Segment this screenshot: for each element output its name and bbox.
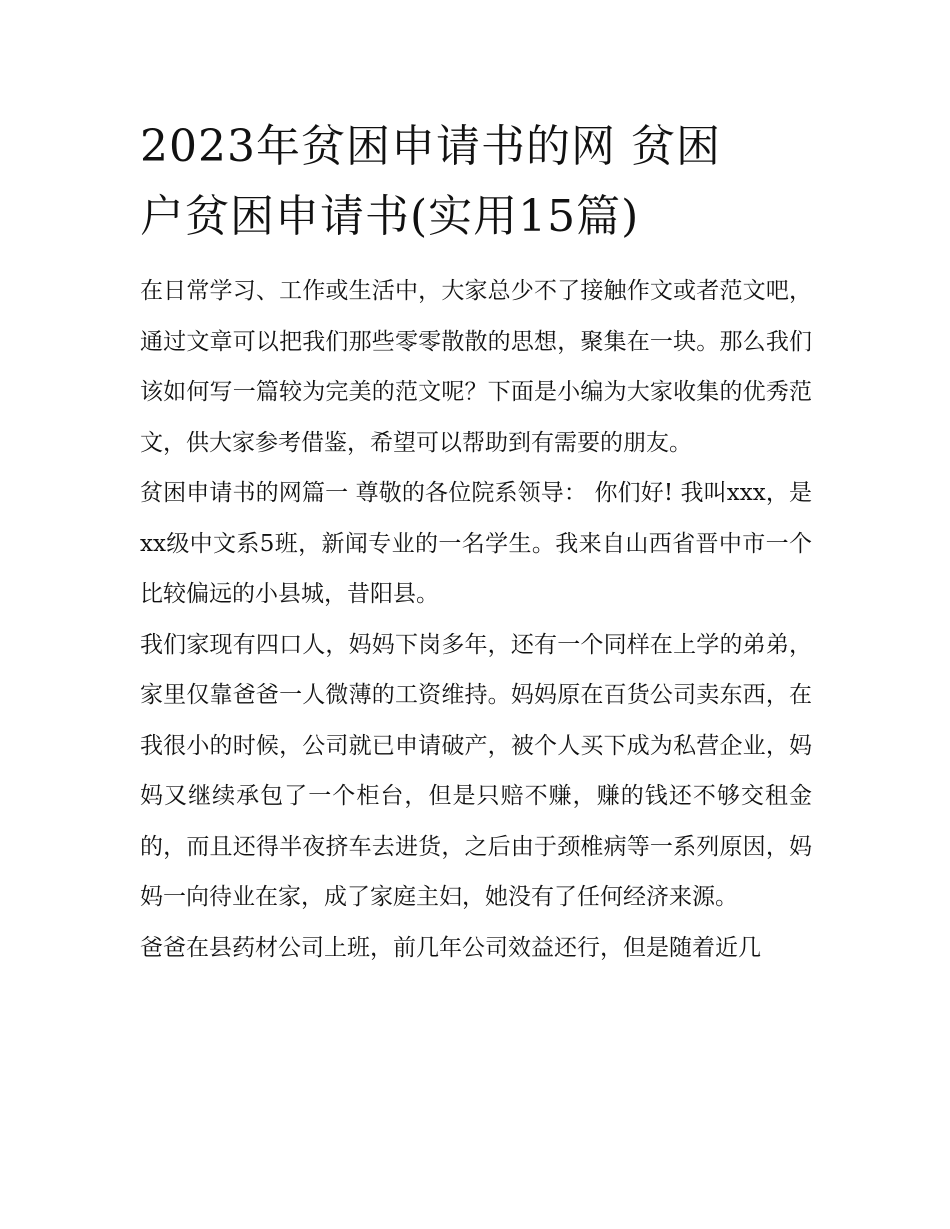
- document-body: [140, 266, 812, 973]
- paragraph-intro: 在日常学习、工作或生活中，大家总少不了接触作文或者范文吧，通过文章可以把我们那些零零散散的思想，聚集在一块。那么我们该如何写一篇较为完美的范文呢？下面是小编为大家收集的优秀范文，供大家参考借鉴，希望可以帮助到有需要的朋友。: [140, 278, 812, 456]
- document-page: [140, 112, 812, 973]
- paragraph-family: 我们家现有四口人，妈妈下岗多年，还有一个同样在上学的弟弟，家里仅靠爸爸一人微薄的工资维持。妈妈原在百货公司卖东西，在我很小的时候，公司就已申请破产，被个人买下成为私营企业，妈妈又继续承包了一个柜台，但是只赔不赚，赚的钱还不够交租金的，而且还得半夜挤车去进货，之后由于颈椎病等一系列原因，妈妈一向待业在家，成了家庭主妇，她没有了任何经济来源。: [140, 631, 812, 910]
- paragraph-father: 爸爸在县药材公司上班，前几年公司效益还行，但是随着近几: [140, 934, 761, 961]
- document-title: [140, 112, 812, 252]
- title-line-1: 2023年贫困申请书的网 贫困: [140, 121, 721, 172]
- title-line-2: 户贫困申请书(实用15篇): [140, 191, 640, 242]
- paragraph-greeting: 贫困申请书的网篇一 尊敬的各位院系领导： 你们好! 我叫xxx，是xx级中文系5班，新闻专业的一名学生。我来自山西省晋中市一个比较偏远的小县城，昔阳县。: [140, 480, 812, 607]
